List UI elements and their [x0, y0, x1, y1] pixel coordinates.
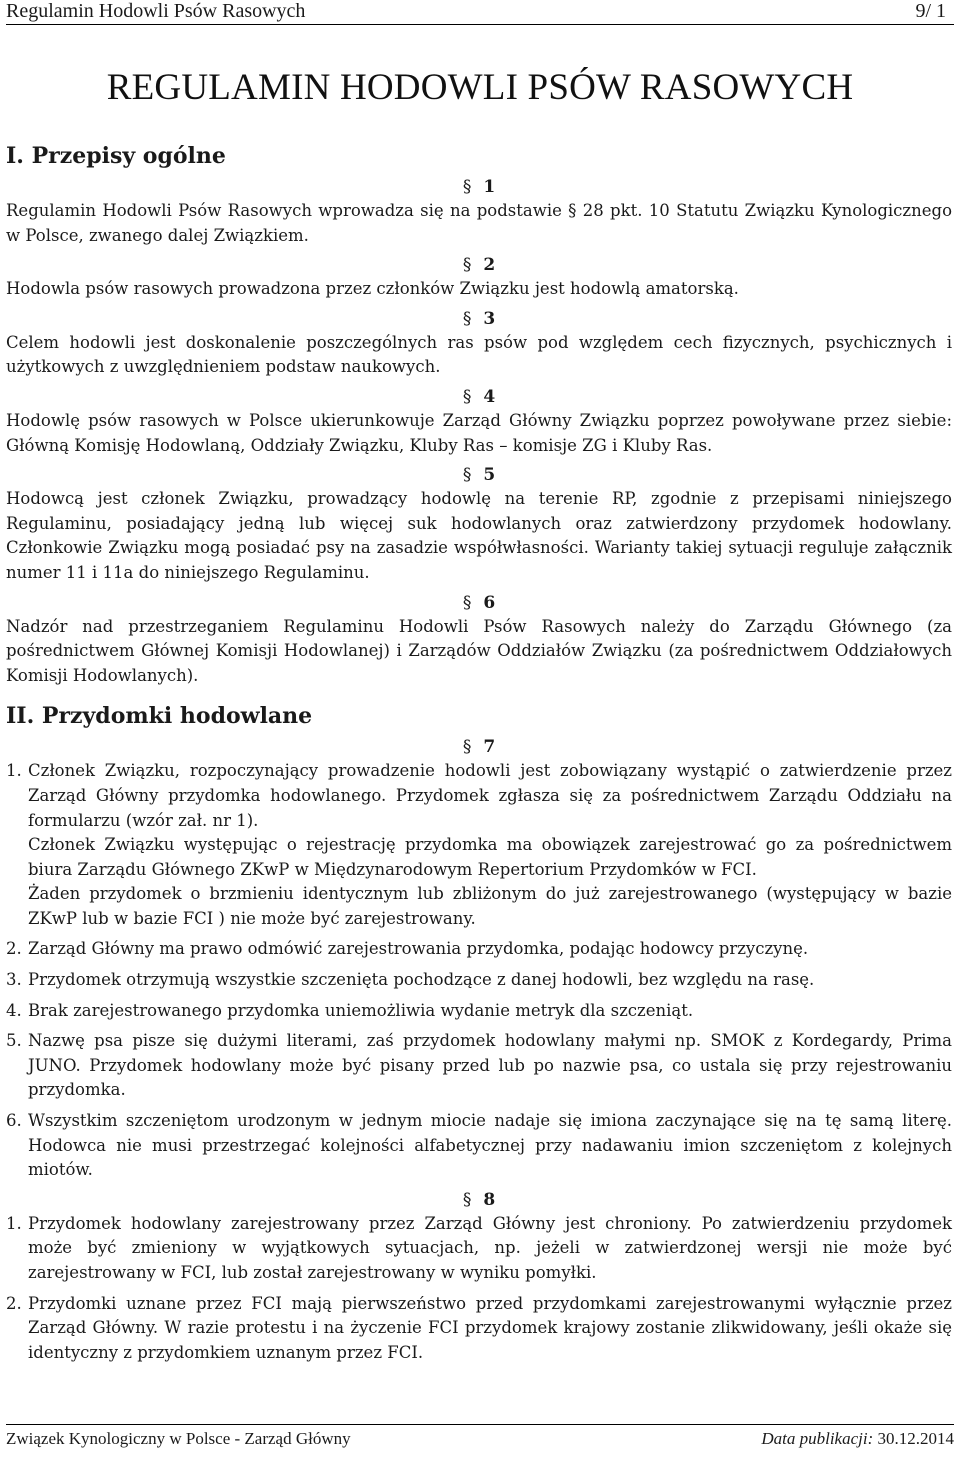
section-sign: §: [462, 386, 472, 407]
list-item: 1. Członek Związku, rozpoczynający prowadzenie hodowli jest zobowiązany wystąpić o zatwierdzenie przez Zarząd Główny przydomka hodowlanego. Przydomek zgłasza się za pośrednictwem Zarządu Oddziału na formularzu (wzór zał. nr 1). Członek Związku występując o rejestrację przydomka ma obowiązek zarejestrować go za pośrednictwem biura Zarządu Głównego ZKwP w Międzynarodowym Repertorium Przydomków w FCI. Żaden przydomek o brzmieniu identycznym lub zbliżonym do już zarejestrowanego (występujący w bazie ZKwP lub w bazie FCI ) nie może być zarejestrowany.: [6, 761, 952, 928]
paragraph-mark-1: § 1: [462, 177, 496, 197]
publication-date-label: Data publikacji:: [761, 1429, 874, 1448]
section-sign: §: [462, 737, 472, 758]
publication-date: [761, 1429, 954, 1449]
publication-date-value: 30.12.2014: [877, 1429, 954, 1448]
section-sign: §: [462, 465, 472, 486]
page-header: [6, 0, 954, 25]
header-title: Regulamin Hodowli Psów Rasowych: [6, 0, 306, 22]
section-sign: §: [462, 308, 472, 329]
section-sign: §: [462, 177, 472, 197]
page-number: 9/ 1: [915, 0, 946, 22]
paragraph-1-text: Regulamin Hodowli Psów Rasowych wprowadza się na podstawie § 28 pkt. 10 Statutu Związku Kynologicznego w Polsce, zwanego dalej Związkiem.: [6, 201, 952, 245]
list-item: 5. Nazwę psa pisze się dużymi literami, zaś przydomek hodowlany małymi np. SMOK z Kordegardy, Prima JUNO. Przydomek hodowlany może być pisany przed lub po nazwie psa, co ustala się przy rejestrowaniu przydomka.: [6, 1031, 952, 1100]
list-item: 6. Wszystkim szczeniętom urodzonym w jednym miocie nadaje się imiona zaczynające się na tę samą literę. Hodowca nie musi przestrzegać kolejności alfabetycznej przy nadawaniu imion szczeniętom z kolejnych miotów.: [6, 1111, 952, 1180]
paragraph-4-text: Hodowlę psów rasowych w Polsce ukierunkowuje Zarząd Główny Związku poprzez powoływane przez siebie: Główną Komisję Hodowlaną, Oddziały Związku, Kluby Ras – komisje ZG i Kluby Ras.: [6, 410, 952, 455]
paragraph-3-text: Celem hodowli jest doskonalenie poszczególnych ras psów pod względem cech fizycznych, psychicznych i użytkowych z uwzględnieniem podstaw naukowych.: [6, 332, 952, 377]
section-title-general: I. Przepisy ogólne: [6, 143, 226, 169]
page-footer: [6, 1424, 954, 1453]
document-body: [6, 142, 952, 1371]
section-sign: §: [462, 592, 472, 613]
list-item: 3. Przydomek otrzymują wszystkie szczenięta pochodzące z danej hodowli, bez względu na rasę.: [6, 970, 815, 990]
section-sign: §: [462, 255, 472, 276]
paragraph-mark-6: § 6: [462, 592, 496, 613]
paragraph-mark-3: § 3: [462, 308, 496, 329]
paragraph-2-text: Hodowla psów rasowych prowadzona przez członków Związku jest hodowlą amatorską.: [6, 279, 739, 299]
section-sign: §: [462, 1189, 472, 1210]
list-item: 1. Przydomek hodowlany zarejestrowany przez Zarząd Główny jest chroniony. Po zatwierdzeniu przydomek może być zmieniony w wyjątkowych sytuacjach, np. jeżeli w zatwierdzonej wersji nie może być zarejestrowany w FCI, lub został zarejestrowany w wyniku pomyłki.: [6, 1213, 952, 1282]
paragraph-8-list: [6, 1212, 952, 1366]
list-item: 2. Zarząd Główny ma prawo odmówić zarejestrowania przydomka, podając hodowcy przyczynę.: [6, 939, 809, 959]
paragraph-mark-5: § 5: [462, 465, 496, 486]
list-item: 4. Brak zarejestrowanego przydomka uniemożliwia wydanie metryk dla szczeniąt.: [6, 1000, 694, 1020]
paragraph-mark-4: § 4: [462, 386, 496, 407]
paragraph-mark-8: § 8: [462, 1189, 496, 1210]
paragraph-6-text: Nadzór nad przestrzeganiem Regulaminu Hodowli Psów Rasowych należy do Zarządu Głównego (za pośrednictwem Głównej Komisji Hodowlanej) i Zarządów Oddziałów Związku (za pośrednictwem Oddziałowych Komisji Hodowlanych).: [6, 616, 952, 685]
paragraph-mark-2: § 2: [462, 255, 496, 276]
footer-organization: Związek Kynologiczny w Polsce - Zarząd Główny: [6, 1429, 351, 1448]
list-item: 2. Przydomki uznane przez FCI mają pierwszeństwo przed przydomkami zarejestrowanymi wyłącznie przez Zarząd Główny. W razie protestu i na życzenie FCI przydomek krajowy zostanie zlikwidowany, jeśli okaże się identyczny z przydomkiem uznanym przez FCI.: [6, 1293, 952, 1362]
section-title-kennel-names: II. Przydomki hodowlane: [6, 703, 313, 730]
document-title: REGULAMIN HODOWLI PSÓW RASOWYCH: [106, 67, 854, 108]
paragraph-7-list: [6, 759, 952, 1183]
paragraph-mark-7: § 7: [462, 737, 496, 758]
paragraph-5-text: Hodowcą jest członek Związku, prowadzący hodowlę na terenie RP, zgodnie z przepisami niniejszego Regulaminu, posiadający jedną lub więcej suk hodowlanych oraz zatwierdzony przydomek hodowlany. Członkowie Związku mogą posiadać psy na zasadzie współwłasności. Warianty takiej sytuacji reguluje załącznik numer 11 i 11a do niniejszego Regulaminu.: [6, 489, 952, 582]
